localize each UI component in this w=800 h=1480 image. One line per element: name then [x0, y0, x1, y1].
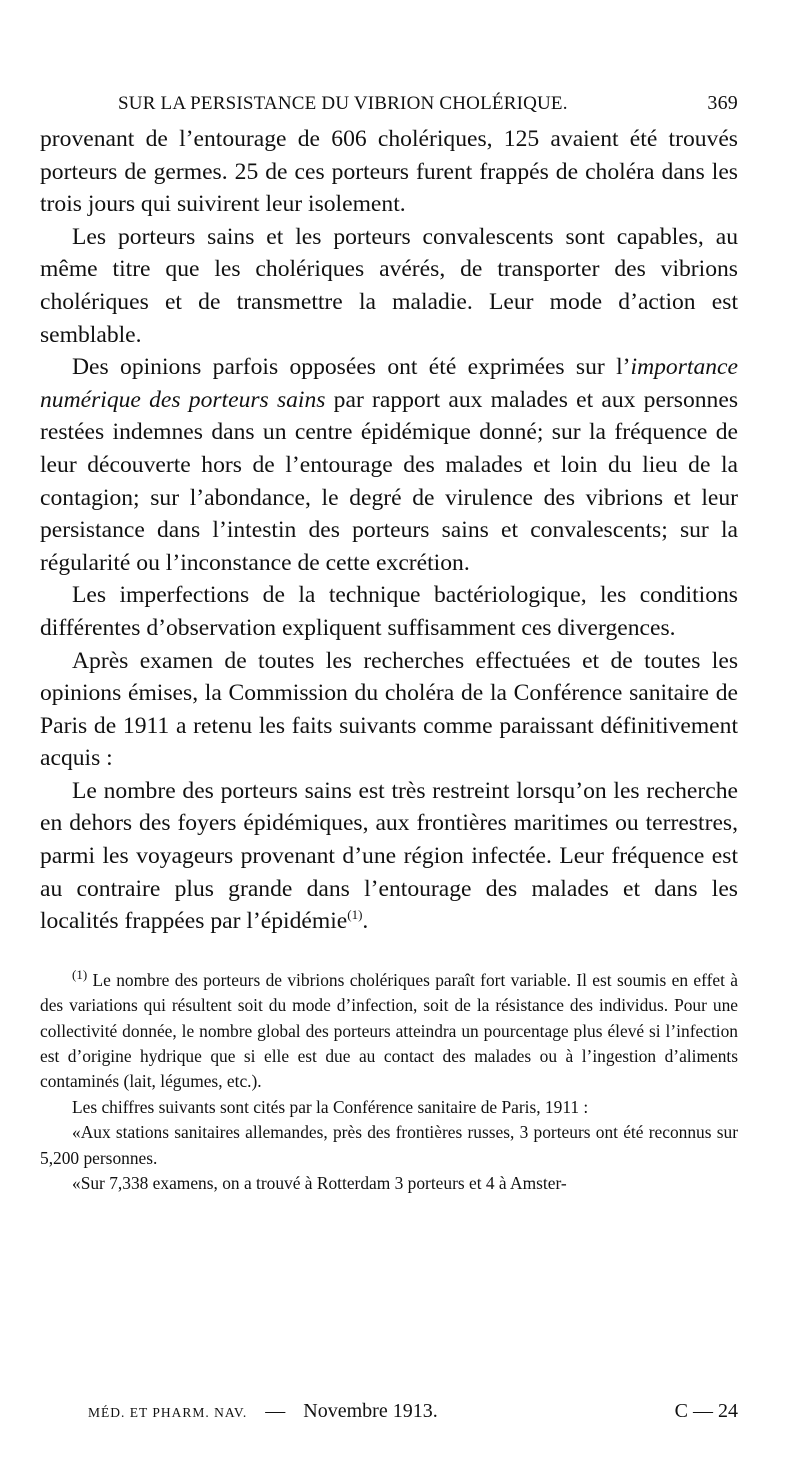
printer-signature: C — 24 — [674, 1400, 738, 1422]
page-number: 369 — [707, 92, 738, 114]
body-text — [40, 123, 738, 938]
paragraph-3-end: par rapport aux malades et aux personnes restées indemnes dans un centre épidémique donné; sur la fréquence de leur découverte hors de l’entourage des malades et loin du lieu de la contagion; sur l’abondance, le degré de virulence des vibrions et leur persistance dans l’intestin des porteurs sains et convalescents; sur la régularité ou l’inconstance de cette excrétion. — [40, 386, 739, 576]
paragraph-4: Les imperfections de la technique bactériologique, les conditions différentes d’observation expliquent suffisamment ces divergences. — [40, 582, 738, 641]
footer-left — [88, 1400, 438, 1423]
footnotes — [40, 968, 738, 1197]
paragraph-6-text: Le nombre des porteurs sains est très restreint lorsqu’on les recherche en dehors des foyers épidémiques, aux frontières maritimes ou terrestres, parmi les voyageurs provenant d’une région infectée. Leur fréquence est au contraire plus grande dans l’entourage des malades et dans les localités frappées par l’épidémie — [40, 777, 738, 935]
paragraph-6 — [40, 775, 738, 938]
footnote-1-text: Le nombre des porteurs de vibrions cholériques paraît fort variable. Il est soumis en effet à des variations qui résultent soit du mode d’infection, soit de la résistance des individus. Pour une collectivité donnée, le nombre global des porteurs atteindra un pourcentage plus élevé si l’infection est d’origine hydrique que si elle est due au contact des malades ou à l’ingestion d’aliments contaminés (lait, légumes, etc.). — [40, 969, 738, 1092]
paragraph-1: provenant de l’entourage de 606 cholériques, 125 avaient été trouvés porteurs de germes. 25 de ces porteurs furent frappés de choléra dans les trois jours qui suivirent leur isolement. — [40, 126, 738, 218]
footnote-4: «Sur 7,338 examens, on a trouvé à Rotterdam 3 porteurs et 4 à Amster- — [72, 1173, 567, 1194]
running-head — [40, 92, 738, 115]
footnote-marker: (1) — [72, 967, 88, 983]
footnote-3: «Aux stations sanitaires allemandes, près des frontières russes, 3 porteurs ont été reconnus sur 5,200 personnes. — [40, 1122, 738, 1168]
paragraph-6-end: . — [362, 908, 369, 935]
footer-dash: — — [265, 1400, 286, 1422]
paragraph-5: Après examen de toutes les recherches effectuées et de toutes les opinions émises, la Commission du choléra de la Conférence sanitaire de Paris de 1911 a retenu les faits suivants comme paraissant définitivement acquis : — [40, 647, 738, 772]
journal-name: MÉD. ET PHARM. NAV. — [88, 1405, 248, 1420]
paragraph-3-start: Des opinions parfois opposées ont été exprimées sur l’ — [72, 354, 631, 381]
issue-date: Novembre 1913. — [303, 1400, 438, 1422]
footnote-1 — [40, 968, 738, 1095]
running-title: SUR LA PERSISTANCE DU VIBRION CHOLÉRIQUE. — [118, 93, 568, 114]
paragraph-2: Les porteurs sains et les porteurs convalescents sont capables, au même titre que les cholériques avérés, de transporter des vibrions cholériques et de transmettre la maladie. Leur mode d’action est semblable. — [40, 223, 738, 348]
footnote-reference: (1) — [347, 907, 363, 923]
page-footer — [88, 1400, 738, 1423]
footnote-2: Les chiffres suivants sont cités par la Conférence sanitaire de Paris, 1911 : — [72, 1096, 589, 1117]
paragraph-3-italic: importance numérique des porteurs sains — [40, 354, 738, 413]
paragraph-3 — [40, 351, 738, 579]
